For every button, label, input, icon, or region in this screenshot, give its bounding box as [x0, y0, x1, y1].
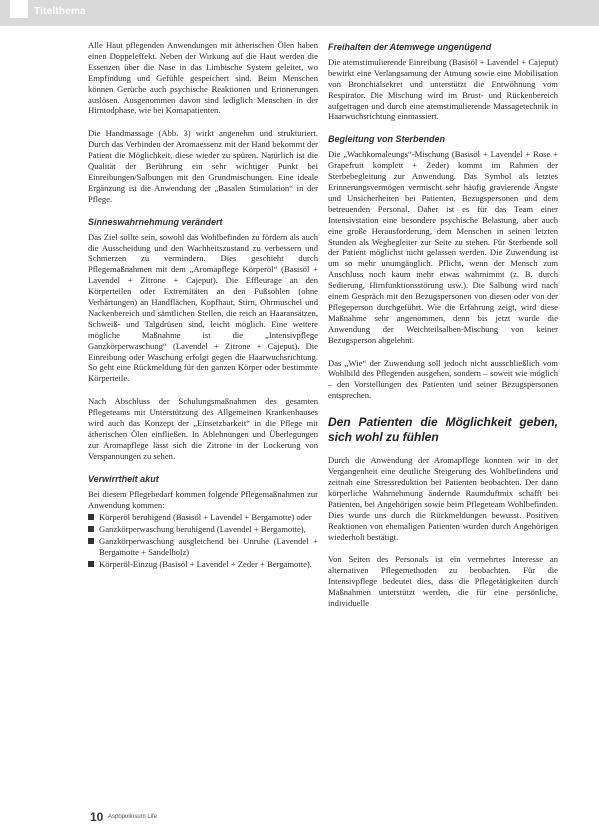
list-item: Ganzkörperwaschung ausgleichend bei Unruhe (Lavendel + Bergamotte + Sandelholz): [88, 536, 318, 558]
section-heading: Den Patienten die Möglichkeit geben, sich wohl zu fühlen: [328, 415, 558, 445]
paragraph: Nach Abschluss der Schulungsmaßnahmen des gesamten Pflegeteams mit Unterstützung des Allgemeinen Krankenhauses wird auch das Konzept der „Einsetzbarkeit“ in die Pflege mit ätherischen Ölen einfließen. In Ablehnungen und Überlegungen zur Aromapflege lässt sich die Zitrone in der Lockerung von Verspannungen zu sehen.: [88, 396, 318, 461]
publication-name: Aspopulinsum Life: [108, 814, 158, 820]
paragraph: Bei diesem Pflegebedarf kommen folgende Pflegemaßnahmen zur Anwendung kommen:: [88, 488, 318, 510]
subheading-sinneswahrnehmung: Sinneswahrnehmung verändert: [88, 216, 223, 227]
paragraph: Das „Wie“ der Zuwendung soll jedoch nicht ausschließlich vom Wohlbild des Pflegenden ausgehen, sondern – soweit wie möglich – den Vorstellungen des Patienten und seiner Bezugspersonen entsprechen.: [328, 357, 558, 401]
section-header-bar: [0, 0, 599, 26]
page-number: 10: [90, 810, 104, 824]
page-footer: [0, 808, 599, 833]
subheading-verwirrtheit: Verwirrtheit akut: [88, 473, 159, 484]
paragraph: Alle Haut pflegenden Anwendungen mit ätherischen Ölen haben einen Doppeleffekt. Neben der Wirkung auf die Haut werden die Essenzen über die Nase in das Limbische System geleitet, wo Empfindung und Gefühle gespeichert sind. Beim Menschen können Gerüche auch psychische Reaktionen und Erinnerungen auslösen. Ausgenommen davon sind lediglich Menschen in der Hirntodphase, wie bei Komapatienten.: [88, 40, 318, 116]
paragraph: Die atemstimulierende Einreibung (Basisöl + Lavendel + Cajeput) bewirkt eine Verlangsamung der Atmung sowie eine Mobilisation von Bronchialsekret und unterstützt die Entwöhnung vom Respirator. Die Mischung wird im Brust- und Rückenbereich aufgetragen und durch eine atemstimulierende Massagetechnik in Haarwuchsrichtung einmassiert.: [328, 56, 558, 122]
header-square-decoration: [10, 0, 28, 18]
paragraph: Durch die Anwendung der Aromapflege konnten wir in der Vergangenheit eine deutliche Steigerung des Wohlbefindens und zeitnah eine Stressreduktion bei Patienten beobachten. Der dann körperliche Wahrnehmung ändernde Raumduftmix schafft bei Patienten, bei Angehörigen sowie beim Pflegeteam Wohlbefinden. Dies wurde uns durch die Rückmeldungen bewusst. Positiven Reaktionen von ehemaligen Patienten wurden durch Angehörigen wiederholt bestätigt.: [328, 455, 558, 542]
paragraph: Die Handmassage (Abb. 3) wirkt angenehm und strukturiert. Durch das Verbinden der Aromaessenz mit der Hand bekommt der Patient die Möglichkeit, diese wieder zu spüren. Natürlich ist die Qualität der Berührung ein sehr wichtiger Punkt bei Einreibungen/Salbungen mit den Grundmischungen. Eine ideale Ergänzung ist die Anwendung der „Basalen Stimulation“ in der Pflege.: [88, 128, 318, 204]
subheading-atemwege: Freihalten der Atemwege ungenügend: [328, 42, 492, 52]
list-item: Ganzkörperwaschung beruhigend (Lavendel + Bergamotte),: [88, 524, 318, 535]
section-title: Titelthema: [34, 6, 86, 17]
subheading-begleitung: Begleitung von Sterbenden: [328, 134, 446, 145]
list-item: Körperöl-Einzug (Basisöl + Lavendel + Zeder + Bergamotte).: [88, 559, 318, 570]
list-item: Körperöl beruhigend (Basisöl + Lavendel + Bergamotte) oder: [88, 512, 318, 523]
paragraph: Das Ziel sollte sein, sowohl das Wohlbefinden zu fördern als auch die Ausscheidung und den Wachheitszustand zu verbessern und Schmerzen zu vermindern. Dies geschieht durch Pflegemaßnahmen mit dem „Aromapflege Körperöl“ (Basisöl + Lavendel + Zitrone + Cajeput). Die Effleurage an den Körperteilen oder Extremitäten an den Fußsohlen (ohne Verhärtungen) an Handflächen, Kopfhaut, Stirn, Ohrmuschel und Nackenbereich und sämtlichen Stellen, die reich an Haaransätzen, Schweiß- und Talgdrüsen sind, leicht möglich. Eine weitere mögliche Maßnahme ist die „Intensivpflege Ganzkörperwaschung“ (Lavendel + Zitrone + Cajeput). Die Einreibung oder Waschung erfolgt gegen die Haarwuchsrichtung. So geht eine Rückmeldung für den ganzen Körper oder bestimmte Körperteile.: [88, 231, 318, 384]
paragraph: Von Seiten des Personals ist ein vermehrtes Interesse an alternativen Pflegemethoden zu beobachten. Für die Intensivpflege bedeutet dies, dass die Pflegetätigkeiten durch Maßnahmen unterstützt werden, die für eine persönliche, individuelle: [328, 554, 558, 609]
bullet-list: [88, 512, 318, 570]
right-column: [328, 40, 558, 621]
left-column: [88, 40, 318, 571]
paragraph: Die „Wachkomaleungs“-Mischung (Basisöl + Lavendel + Rose + Grapefruit komplett + Zeder) kommt im Rahmen der Sterbebegleitung zur Anwendung. Das Symbol als letztes Erinnerungsvermögen vermischt sehr häufig gravierende Ängste und Unsicherheiten bei Patienten, Bezugspersonen und dem betreuenden Personal. Daher ist es für das Team einer Intensivstation eine besondere psychische Belastung, aber auch eine große Herausforderung, dem Menschen in seinen letzten Stunden als Wegbegleiter zur Seite zu stehen. Für Sterbende soll der Patient möglichst nicht gelassen werden. Die Zuwendung ist um so mehr unumgänglich. Pflicht, wenn der Mensch zum Anschluss noch kaum mehr etwas wahrnimmt (z. B. durch Sedierung, Hirnfunktionsstörung usw.). Die Salbung wird nach einem Gespräch mit den Bezugspersonen von diesen oder von der Pflegeperson durchgeführt. Wie die Erfahrung zeigt, wird diese Maßnahme sehr angenommen, denn bis jetzt wurde die Anwendung der Weichteilsalben-Mischung von keiner Bezugsperson abgelehnt.: [328, 149, 558, 345]
